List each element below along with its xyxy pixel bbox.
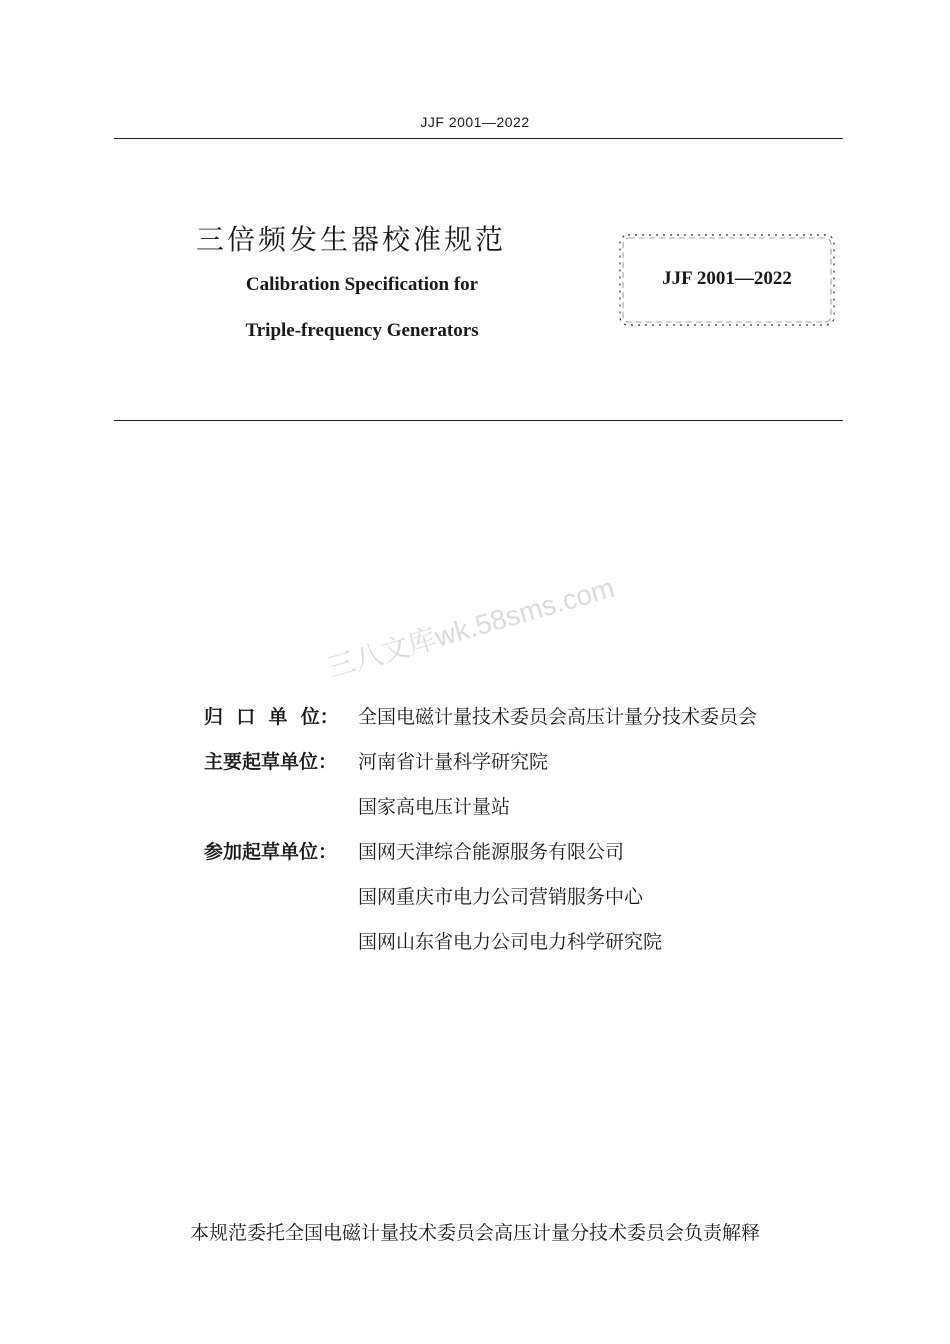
org-row-responsible bbox=[204, 702, 757, 729]
org-row-participating bbox=[204, 837, 624, 864]
participating-drafting-value: 国网天津综合能源服务有限公司 bbox=[358, 841, 625, 863]
main-drafting-value: 河南省计量科学研究院 bbox=[358, 751, 549, 773]
standard-code-box bbox=[617, 232, 837, 328]
title-english-line1: Calibration Specification for bbox=[245, 274, 479, 295]
participating-drafting-label: 参加起草单位： bbox=[204, 841, 338, 863]
footer-note: 本规范委托全国电磁计量技术委员会高压计量分技术委员会负责解释 bbox=[189, 1222, 760, 1244]
org-row-main-2 bbox=[204, 792, 510, 819]
responsible-value: 全国电磁计量技术委员会高压计量分技术委员会 bbox=[358, 706, 758, 728]
header-code: JJF 2001—2022 bbox=[420, 114, 530, 130]
header-divider bbox=[114, 138, 843, 139]
org-row-participating-2 bbox=[204, 882, 643, 909]
main-drafting-value: 国家高电压计量站 bbox=[358, 796, 511, 818]
section-divider bbox=[114, 420, 843, 421]
org-row-participating-3 bbox=[204, 927, 662, 954]
responsible-label: 归 口 单 位： bbox=[204, 706, 339, 728]
title-chinese: 三倍频发生器校准规范 bbox=[196, 223, 507, 256]
participating-drafting-value: 国网重庆市电力公司营销服务中心 bbox=[358, 886, 644, 908]
org-row-main bbox=[204, 747, 548, 774]
main-drafting-label: 主要起草单位： bbox=[204, 751, 338, 773]
title-english-line2: Triple-frequency Generators bbox=[245, 320, 479, 341]
participating-drafting-value: 国网山东省电力公司电力科学研究院 bbox=[358, 931, 663, 953]
watermark: 三八文库wk.58sms.com bbox=[323, 571, 618, 684]
standard-code: JJF 2001—2022 bbox=[662, 268, 792, 289]
